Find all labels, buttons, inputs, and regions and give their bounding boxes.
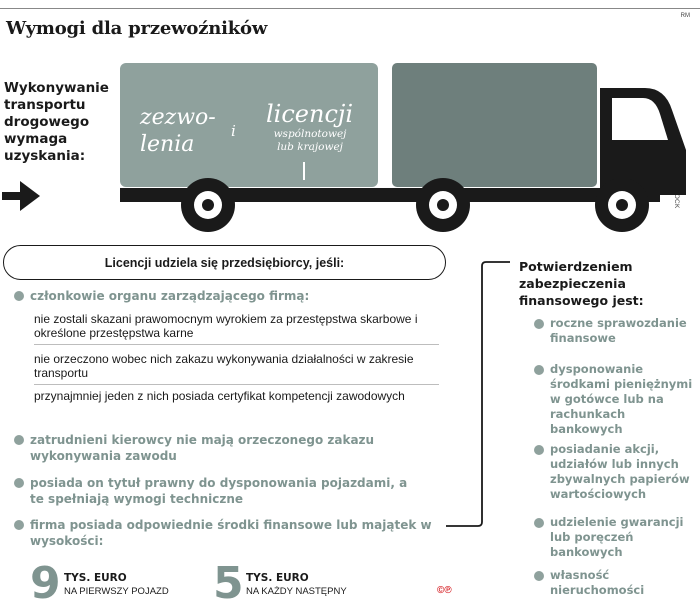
page-title: Wymogi dla przewoźników xyxy=(6,18,268,39)
bullet-dot xyxy=(534,571,544,581)
bullet-dot xyxy=(14,435,24,445)
bullet-dot xyxy=(534,365,544,375)
condition-bullet-2-text: zatrudnieni kierowcy nie mają orzeczonego zakazu wykonywania zawodu xyxy=(30,433,375,463)
condition-bullet-3-text: posiada on tytuł prawny do dysponowania pojazdami, a te spełniają wymogi techniczne xyxy=(30,476,408,506)
financial-item-5-text: własność nieruchomości xyxy=(550,568,645,597)
license-conditions-heading: Licencji udziela się przedsiębiorcy, jeśli: xyxy=(3,245,446,280)
financial-item-4 xyxy=(534,515,694,560)
financial-item-1 xyxy=(534,316,694,346)
amount-first-label: NA PIERWSZY POJAZD xyxy=(64,586,169,597)
divider xyxy=(34,384,439,385)
condition-bullet-3 xyxy=(14,475,424,507)
sub-item-3: przynajmniej jeden z nich posiada certyfikat kompetencji zawodowych xyxy=(34,389,405,403)
financial-item-5 xyxy=(534,568,694,598)
bullet-dot xyxy=(534,319,544,329)
corner-mark: RM xyxy=(680,13,690,19)
bullet-dot xyxy=(534,445,544,455)
condition-bullet-2 xyxy=(14,432,424,464)
condition-bullet-4-text: firma posiada odpowiednie środki finansowe lub majątek w wysokości: xyxy=(30,518,432,548)
condition-bullet-1-text: członkowie organu zarządzającego firmą: xyxy=(30,289,310,303)
trailer-word-permits-line2: lenia xyxy=(140,132,195,157)
financial-item-3-text: posiadanie akcji, udziałów lub innych zbywalnych papierów wartościowych xyxy=(550,442,690,501)
bullet-dot xyxy=(14,520,24,530)
financial-item-3 xyxy=(534,442,694,502)
bullet-dot xyxy=(534,518,544,528)
divider xyxy=(34,344,439,345)
condition-bullet-4 xyxy=(14,517,444,549)
trailer-word-license: licencji xyxy=(266,100,354,128)
financial-item-4-text: udzielenie gwarancji lub poręczeń bankowych xyxy=(550,515,684,559)
financial-item-2 xyxy=(534,362,696,437)
trailer-license-subtitle-line2: lub krajowej xyxy=(277,141,343,153)
amount-next-value: 5 xyxy=(213,558,244,609)
bullet-dot xyxy=(14,291,24,301)
amount-first-value: 9 xyxy=(30,558,61,609)
financial-proof-heading: Potwierdzeniem zabezpieczenia finansowego jest: xyxy=(519,259,644,308)
sub-item-2: nie orzeczono wobec nich zakazu wykonywania działalności w zakresie transportu xyxy=(34,352,414,380)
trailer-conjunction: i xyxy=(231,122,236,140)
copyright-mark: ©℗ xyxy=(437,585,452,596)
amount-first-unit: TYS. EURO xyxy=(64,572,127,584)
bullet-dot xyxy=(14,478,24,488)
amount-next-label: NA KAŻDY NASTĘPNY xyxy=(246,586,347,597)
condition-bullet-1 xyxy=(14,288,309,304)
trailer-license-subtitle-line1: wspólnotowej xyxy=(273,128,347,140)
sub-item-1: nie zostali skazani prawomocnym wyrokiem za przestępstwa skarbowe i określone przestępstwa karne xyxy=(34,312,418,340)
intro-text: Wykonywanie transportu drogowego wymaga uzyskania: xyxy=(4,80,109,164)
financial-item-1-text: roczne sprawozdanie finansowe xyxy=(550,316,687,345)
trailer-word-permits-line1: zezwo- xyxy=(140,105,216,130)
amount-next-unit: TYS. EURO xyxy=(246,572,309,584)
financial-item-2-text: dysponowanie środkami pieniężnymi w gotówce lub na rachunkach bankowych xyxy=(550,362,693,436)
